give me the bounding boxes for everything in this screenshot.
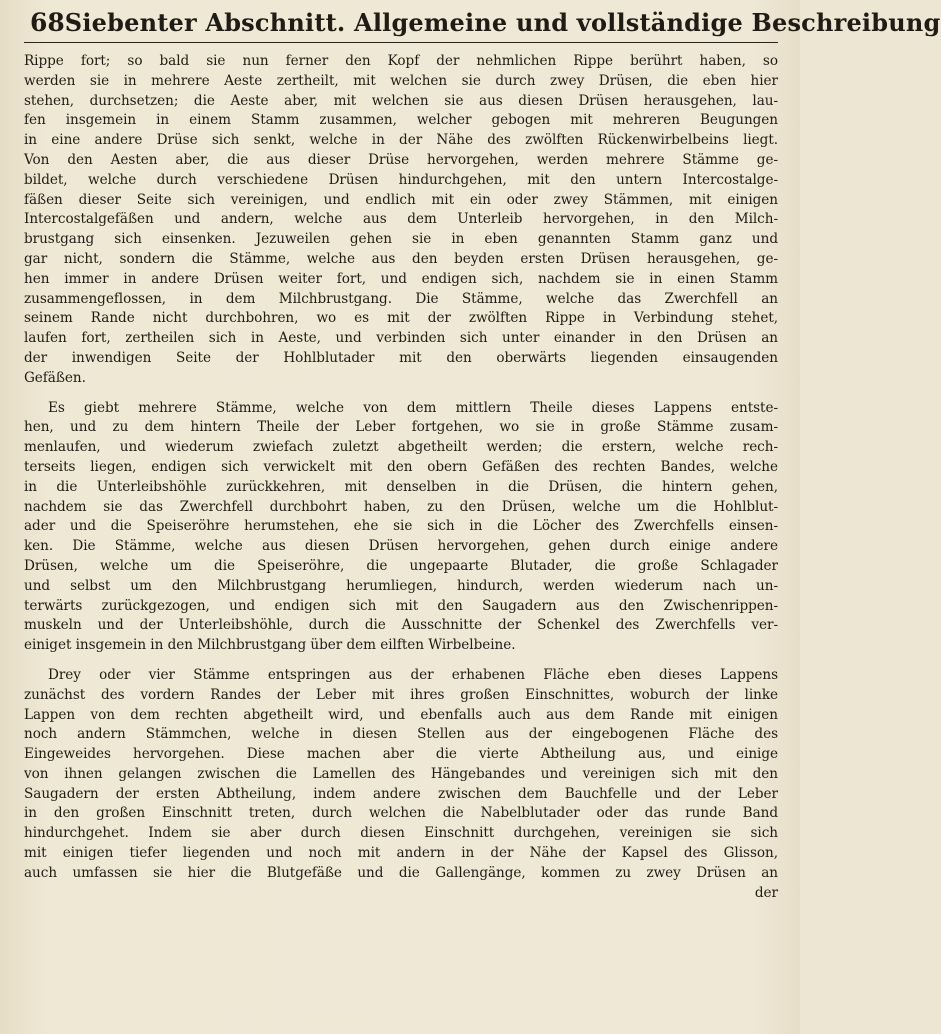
running-head: Siebenter Abschnitt. Allgemeine und vollständige Beschreibung [64,8,941,37]
text-line: seinem Rande nicht durchbohren, wo es mit der zwölften Rippe in Verbindung stehet, [24,310,778,327]
text-line: Drey oder vier Stämme entspringen aus der erhabenen Fläche eben dieses Lappens [48,666,778,683]
text-line: nachdem sie das Zwerchfell durchbohrt haben, zu den Drüsen, welche um die Hohlblut- [24,498,778,515]
text-line: hen immer in andere Drüsen weiter fort, und endigen sich, nachdem sie in einen Stamm [24,270,778,287]
paragraph-gap [24,656,778,666]
text-line: hindurchgehet. Indem sie aber durch diesen Einschnitt durchgehen, vereinigen sie sich [24,825,778,842]
text-line: zunächst des vordern Randes der Leber mit ihres großen Einschnittes, woburch der linke [24,686,778,703]
text-line: ader und die Speiseröhre herumstehen, ehe sie sich in die Löcher des Zwerchfells einsen- [24,518,778,535]
text-line: brustgang sich einsenken. Jezuweilen gehen sie in eben genannten Stamm ganz und [24,231,778,248]
text-line: Lappen von dem rechten abgetheilt wird, und ebenfalls auch aus dem Rande mit einigen [24,706,778,723]
paragraph-gap [24,389,778,399]
text-line: in die Unterleibshöhle zurückkehren, mit denselben in die Drüsen, die hintern gehen, [24,478,778,495]
text-line: Saugadern der ersten Abtheilung, indem andere zwischen dem Bauchfelle und der Leber [24,785,778,802]
text-line: werden sie in mehrere Aeste zertheilt, mit welchen sie durch zwey Drüsen, die eben hier [24,72,778,89]
text-line: noch andern Stämmchen, welche in diesen Stellen aus der eingebogenen Fläche des [24,726,778,743]
page-header [24,0,941,43]
text-line: gar nicht, sondern die Stämme, welche aus den beyden ersten Drüsen herausgehen, ge- [24,250,778,267]
text-line: Drüsen, welche um die Speiseröhre, die ungepaarte Blutader, die große Schlagader [24,557,778,574]
text-line: Gefäßen. [24,369,86,386]
text-line: der inwendigen Seite der Hohlblutader mit den oberwärts liegenden einsaugenden [24,349,778,366]
text-line: Es giebt mehrere Stämme, welche von dem mittlern Theile dieses Lappens entste- [48,399,778,416]
text-line: mit einigen tiefer liegenden und noch mit andern in der Nähe der Kapsel des Glisson, [24,845,778,862]
text-line: muskeln und der Unterleibshöhle, durch die Ausschnitte der Schenkel des Zwerchfells ver- [24,617,778,634]
text-line: in eine andere Drüse sich senkt, welche in der Nähe des zwölften Rückenwirbelbeins liegt. [24,132,778,149]
text-line: auch umfassen sie hier die Blutgefäße und die Gallengänge, kommen zu zwey Drüsen an [24,864,778,881]
text-line: hen, und zu dem hintern Theile der Leber fortgehen, wo sie in große Stämme zusam- [24,419,778,436]
text-line: Von den Aesten aber, die aus dieser Drüse hervorgehen, werden mehrere Stämme ge- [24,151,778,168]
text-line: laufen fort, zertheilen sich in Aeste, und verbinden sich unter einander in den Drüsen an [24,330,778,347]
text-line: bildet, welche durch verschiedene Drüsen hindurchgehen, mit den untern Intercostalge- [24,171,778,188]
text-line: zusammengeflossen, in dem Milchbrustgang. Die Stämme, welche das Zwerchfell an [24,290,778,307]
paragraph [24,666,778,884]
text-line: Rippe fort; so bald sie nun ferner den Kopf der nehmlichen Rippe berührt haben, so [24,53,778,69]
text-line: terseits liegen, endigen sich verwickelt mit den obern Gefäßen des rechten Bandes, welche [24,458,778,475]
paragraph [24,52,778,389]
text-line: fäßen dieser Seite sich vereinigen, und endlich mit ein oder zwey Stämmen, mit einigen [24,191,778,208]
text-line: ken. Die Stämme, welche aus diesen Drüsen hervorgehen, gehen durch einige andere [24,538,778,555]
body-text [24,52,778,903]
text-line: terwärts zurückgezogen, und endigen sich mit den Saugadern aus den Zwischenrippen- [24,597,778,614]
text-line: von ihnen gelangen zwischen die Lamellen des Hängebandes und vereinigen sich mit den [24,765,778,782]
text-line: menlaufen, und wiederum zwiefach zuletzt abgetheilt werden; die erstern, welche rech- [24,439,778,456]
text-line: stehen, durchsetzen; die Aeste aber, mit welchen sie aus diesen Drüsen herausgehen, lau- [24,92,778,109]
catchword: der [754,884,778,901]
text-line: und selbst um den Milchbrustgang herumliegen, hindurch, werden wiederum nach un- [24,577,778,594]
text-line: in den großen Einschnitt treten, durch welchen die Nabelblutader oder das runde Band [24,805,778,822]
page-number: 68 [30,8,65,37]
text-line: Intercostalgefäßen und andern, welche aus dem Unterleib hervorgehen, in den Milch- [24,211,778,228]
text-line: einiget insgemein in den Milchbrustgang über dem eilften Wirbelbeine. [24,637,516,654]
text-line: Eingeweides hervorgehen. Diese machen aber die vierte Abtheilung aus, und einige [24,746,778,763]
paragraph [24,399,778,656]
text-line: fen insgemein in einem Stamm zusammen, welcher gebogen mit mehreren Beugungen [24,112,778,129]
